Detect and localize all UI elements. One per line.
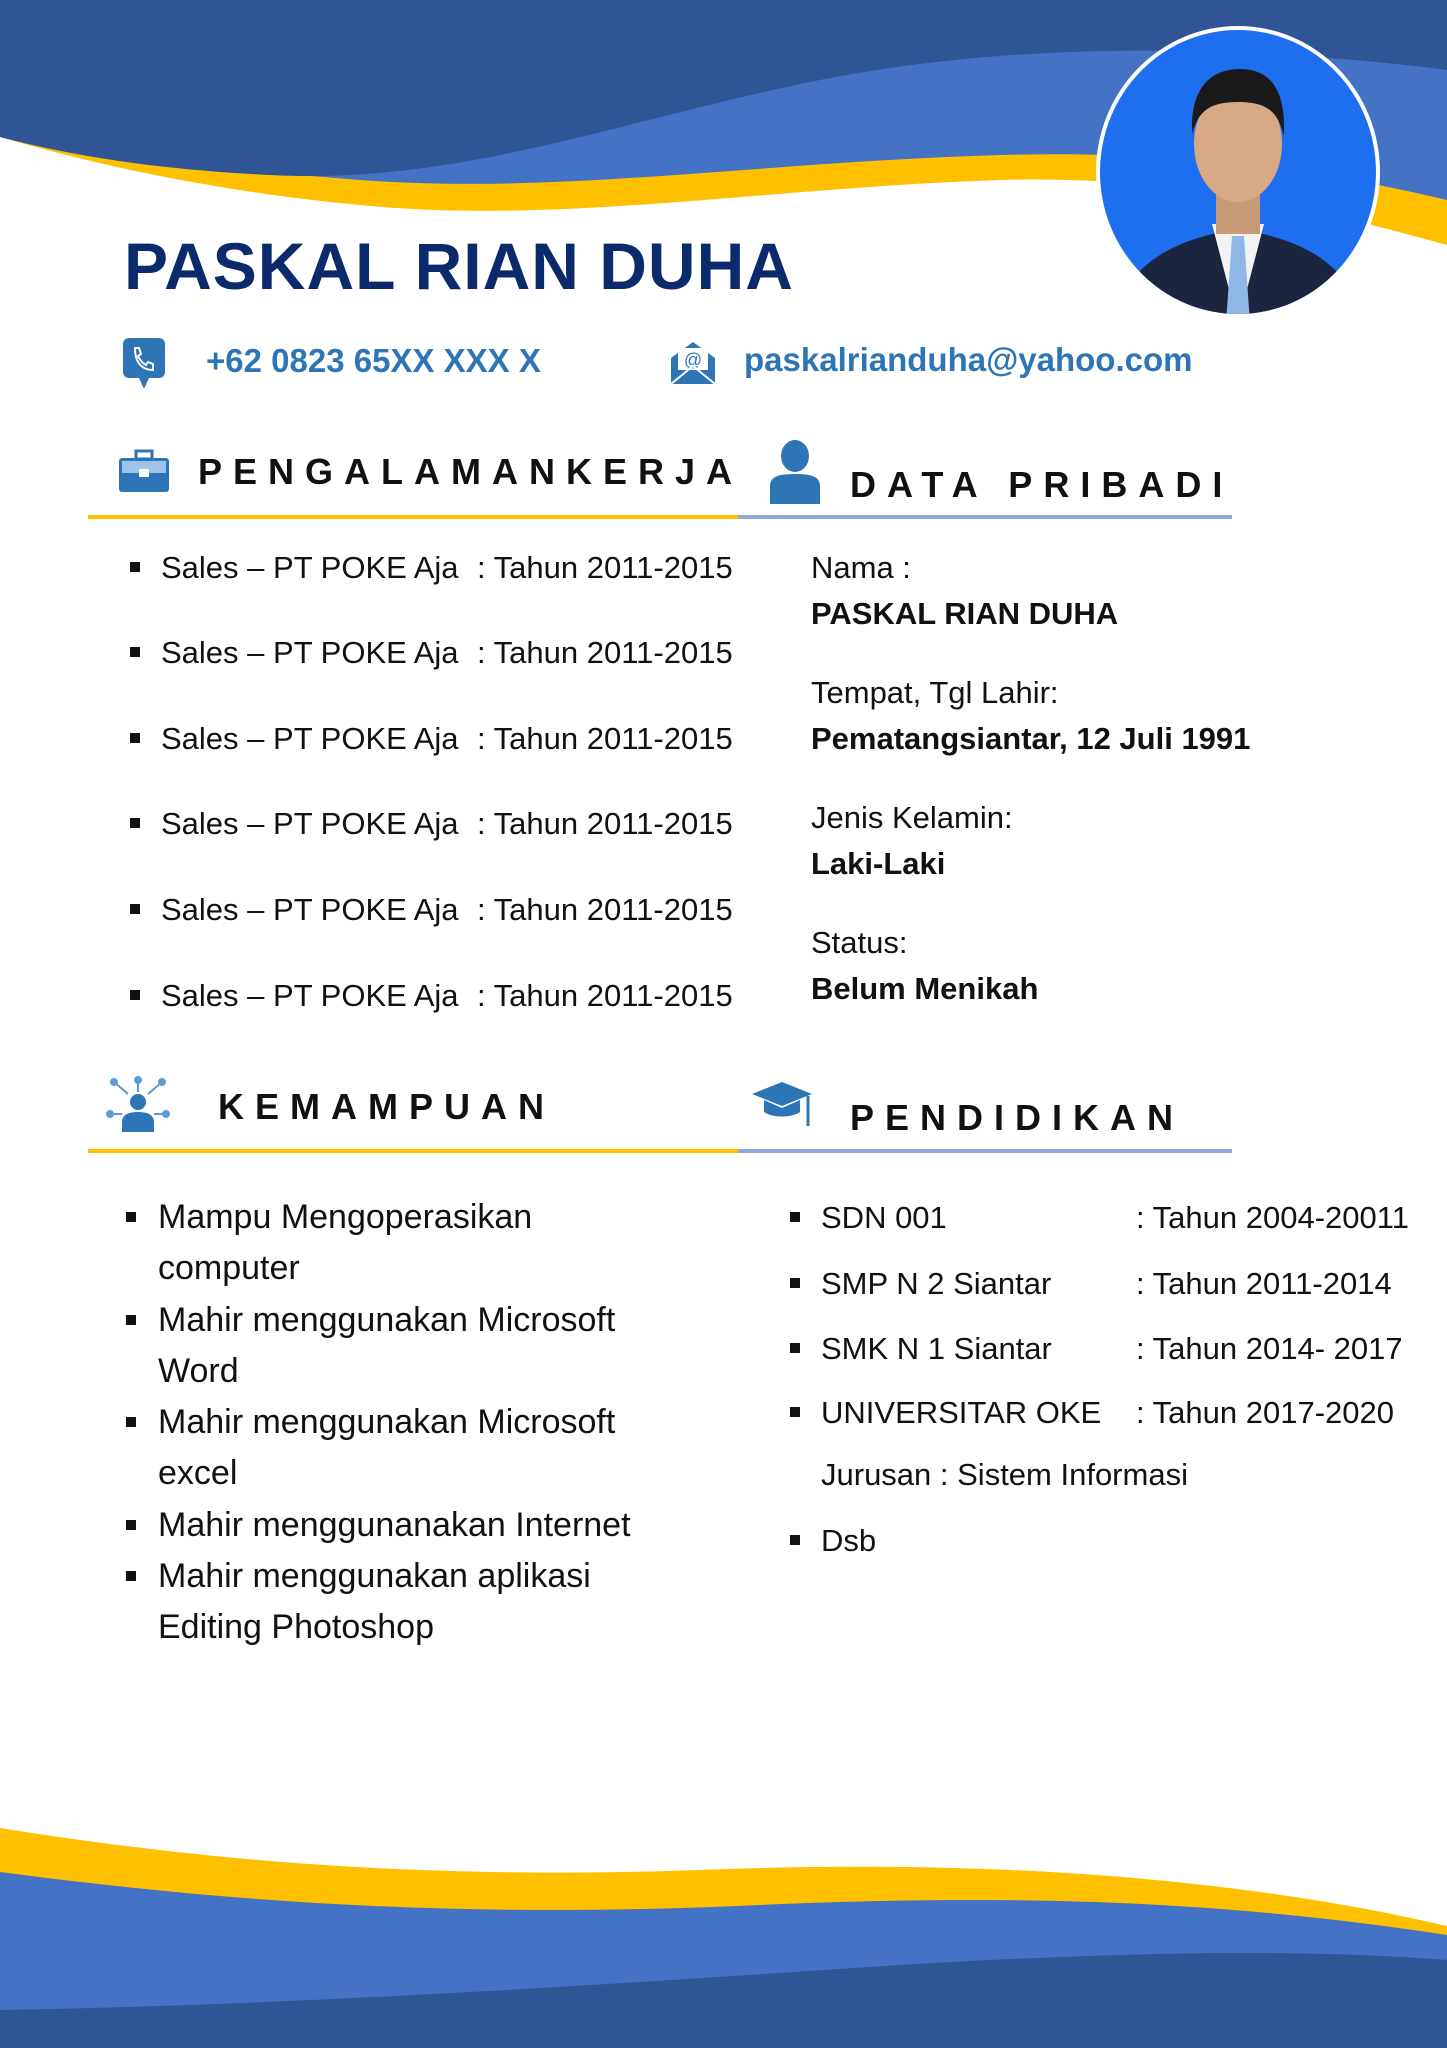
email-address[interactable]: paskalrianduha@yahoo.com (744, 341, 1193, 378)
extra-text: Dsb (821, 1523, 877, 1558)
candidate-name: PASKAL RIAN DUHA (124, 229, 794, 303)
phone-number[interactable]: +62 0823 65XX XXX X (206, 342, 541, 379)
experience-heading: PENGALAMANKERJA (198, 451, 744, 492)
personal-divider (738, 515, 1232, 519)
bullet-icon (790, 1212, 800, 1222)
experience-period: : Tahun 2011-2015 (477, 978, 733, 1013)
field-value: Belum Menikah (811, 971, 1039, 1006)
field-label: Nama : (811, 550, 911, 585)
major-text: Jurusan : Sistem Informasi (821, 1457, 1188, 1492)
bullet-icon (790, 1535, 800, 1545)
school-name: UNIVERSITAR OKE (821, 1395, 1102, 1430)
svg-text:@: @ (683, 350, 703, 370)
field-label: Jenis Kelamin: (811, 800, 1013, 835)
experience-role: Sales – PT POKE Aja (161, 721, 459, 756)
bullet-icon (130, 562, 140, 572)
skill-text: Word (158, 1352, 239, 1390)
bullet-icon (126, 1571, 136, 1581)
skill-text: Mahir menggunakan Microsoft (158, 1301, 616, 1339)
phone-icon (121, 336, 167, 395)
field-value: PASKAL RIAN DUHA (811, 596, 1119, 631)
skill-text: Mahir menggunanakan Internet (158, 1506, 631, 1544)
email-icon (669, 338, 717, 391)
experience-role: Sales – PT POKE Aja (161, 892, 459, 927)
experience-period: : Tahun 2011-2015 (477, 550, 733, 585)
skill-text: Editing Photoshop (158, 1608, 434, 1646)
skills-icon (106, 1076, 170, 1137)
experience-period: : Tahun 2011-2015 (477, 635, 733, 670)
skill-text: Mahir menggunakan Microsoft (158, 1403, 616, 1441)
experience-divider (88, 515, 738, 519)
bullet-icon (790, 1343, 800, 1353)
bullet-icon (126, 1315, 136, 1325)
experience-role: Sales – PT POKE Aja (161, 978, 459, 1013)
skill-text: Mahir menggunakan aplikasi (158, 1557, 591, 1595)
experience-role: Sales – PT POKE Aja (161, 635, 459, 670)
bullet-icon (790, 1407, 800, 1417)
skill-text: computer (158, 1249, 300, 1287)
skill-text: excel (158, 1454, 238, 1492)
briefcase-icon (118, 449, 170, 498)
experience-period: : Tahun 2011-2015 (477, 806, 733, 841)
field-value: Laki-Laki (811, 846, 946, 881)
education-heading: PENDIDIKAN (850, 1097, 1185, 1138)
field-label: Tempat, Tgl Lahir: (811, 675, 1059, 710)
skills-heading: KEMAMPUAN (218, 1086, 555, 1127)
bullet-icon (130, 990, 140, 1000)
profile-photo (1094, 24, 1382, 320)
person-icon (768, 440, 822, 509)
personal-data-heading: DATA PRIBADI (850, 464, 1234, 505)
bullet-icon (130, 904, 140, 914)
school-period: : Tahun 2014- 2017 (1136, 1331, 1403, 1366)
graduation-cap-icon (750, 1080, 814, 1135)
school-name: SDN 001 (821, 1200, 947, 1235)
bullet-icon (126, 1520, 136, 1530)
bullet-icon (130, 733, 140, 743)
school-period: : Tahun 2011-2014 (1136, 1266, 1392, 1301)
bullet-icon (126, 1417, 136, 1427)
experience-role: Sales – PT POKE Aja (161, 806, 459, 841)
bullet-icon (126, 1212, 136, 1222)
experience-period: : Tahun 2011-2015 (477, 892, 733, 927)
experience-role: Sales – PT POKE Aja (161, 550, 459, 585)
bullet-icon (130, 818, 140, 828)
experience-period: : Tahun 2011-2015 (477, 721, 733, 756)
bullet-icon (790, 1278, 800, 1288)
school-period: : Tahun 2017-2020 (1136, 1395, 1394, 1430)
skill-text: Mampu Mengoperasikan (158, 1198, 533, 1236)
school-name: SMP N 2 Siantar (821, 1266, 1052, 1301)
school-period: : Tahun 2004-20011 (1136, 1200, 1409, 1235)
education-divider (738, 1149, 1232, 1153)
field-value: Pematangsiantar, 12 Juli 1991 (811, 721, 1251, 756)
school-name: SMK N 1 Siantar (821, 1331, 1052, 1366)
skills-divider (88, 1149, 738, 1153)
bullet-icon (130, 647, 140, 657)
field-label: Status: (811, 925, 908, 960)
